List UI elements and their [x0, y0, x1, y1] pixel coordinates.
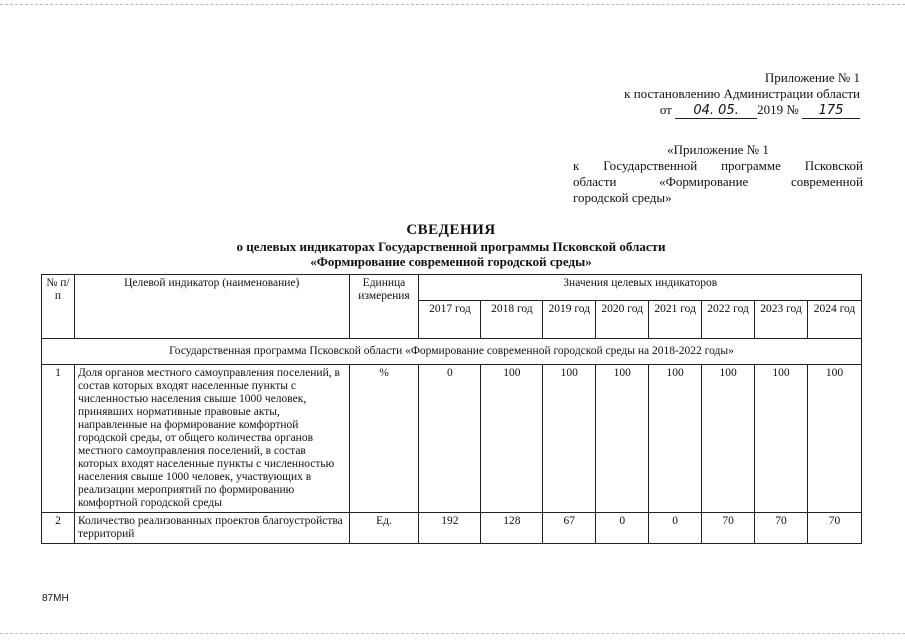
row-value: 67	[543, 513, 596, 544]
row-value: 100	[481, 365, 543, 513]
row-value: 100	[702, 365, 755, 513]
header-year: 2018 год	[481, 301, 543, 339]
scan-edge-bottom	[0, 633, 905, 634]
row-value: 0	[649, 513, 702, 544]
indicators-table	[41, 274, 862, 544]
section-row	[42, 339, 862, 365]
header-unit: Единица измерения	[349, 275, 419, 339]
header-row-1	[42, 275, 862, 301]
row-value: 192	[419, 513, 481, 544]
handwritten-date: 04. 05.	[675, 104, 757, 119]
appendix-1-reference: к постановлению Администрации области	[624, 86, 860, 101]
header-year: 2021 год	[649, 301, 702, 339]
section-title: Государственная программа Псковской области «Формирование современной городской среды на 2018-2022 годы»	[42, 339, 862, 365]
header-year: 2023 год	[755, 301, 808, 339]
row-value: 70	[755, 513, 808, 544]
table-row	[42, 513, 862, 544]
row-num: 1	[42, 365, 75, 513]
row-value: 100	[543, 365, 596, 513]
footer-code: 87МН	[42, 593, 69, 604]
handwritten-number: 175	[802, 104, 860, 119]
row-value: 100	[755, 365, 808, 513]
row-num: 2	[42, 513, 75, 544]
heading-title: СВЕДЕНИЯ	[406, 222, 496, 238]
appendix-2-line-3: городской среды»	[573, 190, 672, 205]
appendix-2-line-1: к Государственной программе Псковской	[573, 158, 863, 173]
appendix-2-line-2: области «Формирование современной	[573, 174, 863, 189]
row-value: 100	[596, 365, 649, 513]
header-year: 2019 год	[543, 301, 596, 339]
row-value: 70	[702, 513, 755, 544]
header-num: № п/п	[42, 275, 75, 339]
row-unit: %	[349, 365, 419, 513]
appendix-1-block	[560, 70, 860, 119]
table-row	[42, 365, 862, 513]
header-indicator: Целевой индикатор (наименование)	[74, 275, 349, 339]
heading-subtitle-1: о целевых индикаторах Государственной программы Псковской области	[236, 239, 666, 254]
appendix-1-date-line	[560, 102, 860, 119]
year-number-text: 2019 №	[757, 102, 799, 117]
row-value: 100	[649, 365, 702, 513]
appendix-2-title: «Приложение № 1	[667, 142, 769, 157]
header-year: 2022 год	[702, 301, 755, 339]
header-year: 2020 год	[596, 301, 649, 339]
header-year: 2024 год	[808, 301, 862, 339]
row-value: 70	[808, 513, 862, 544]
row-value: 0	[596, 513, 649, 544]
document-heading	[40, 222, 862, 269]
appendix-2-block	[573, 142, 863, 206]
from-prefix: от	[659, 102, 672, 117]
row-value: 0	[419, 365, 481, 513]
scan-edge-top	[0, 4, 905, 5]
row-value: 128	[481, 513, 543, 544]
row-unit: Ед.	[349, 513, 419, 544]
appendix-1-title: Приложение № 1	[764, 70, 860, 85]
row-value: 100	[808, 365, 862, 513]
heading-subtitle-2: «Формирование современной городской среды»	[310, 254, 592, 269]
header-values-group: Значения целевых индикаторов	[419, 275, 862, 301]
row-indicator: Доля органов местного самоуправления поселений, в состав которых входят населенные пункты с численностью населения свыше 1000 человек, принявших нормативные правовые акты, направленные на формирование комфортной городской среды, от общего количества органов местного самоуправления поселений, в состав которых входят населенные пункты с численностью населения свыше 1000 человек, участвующих в реализации мероприятий по формированию комфортной городской среды	[74, 365, 349, 513]
header-year: 2017 год	[419, 301, 481, 339]
row-indicator: Количество реализованных проектов благоустройства территорий	[74, 513, 349, 544]
